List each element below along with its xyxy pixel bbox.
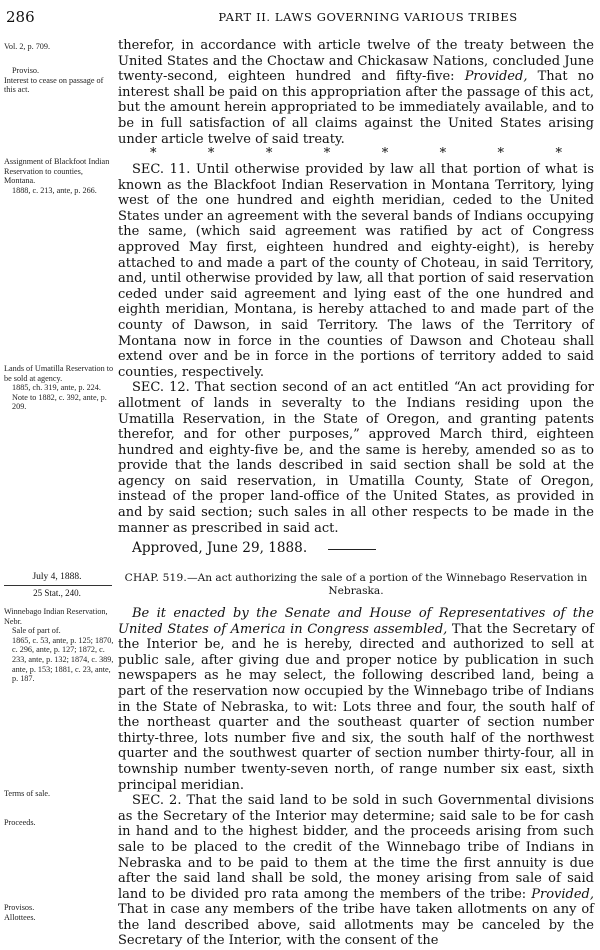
margin-note-winnebago-sub: Sale of part of. [12,626,61,636]
chapter-title: —An act authorizing the sale of a portion of the Winnebago Reservation in Nebraska. [186,572,588,597]
margin-note-proviso-body: Interest to cease on passage of this act. [4,75,104,95]
ellipsis-star: * [207,146,215,161]
approved-date: Approved, June 29, 1888. [132,540,308,557]
chapter-number: CHAP. 519. [124,572,187,584]
margin-note-blackfoot-ref: 1888, c. 213, ante, p. 266. [12,185,97,195]
section-2-text-b: That in case any members of the tribe have taken allotments on any of the land described above, said allotments may be canceled by the Secretary of the Interior, with the consent of the [118,902,594,949]
enacting-clause [118,606,594,793]
ellipsis-star: * [439,146,447,161]
margin-note-proviso [4,66,116,95]
margin-note-umatilla-ref2: Note to 1882, c. 392, ante, p. 209. [12,392,107,412]
body-block-1 [118,38,594,147]
margin-note-allottees: Allottees. [4,912,36,922]
margin-note-provisos-head: Provisos. [4,903,35,912]
paragraph-appropriation-text-a: therefor, in accordance with article twelve of the treaty between the United States and the Choctaw and Chickasaw Nations, concluded June twenty-second, eighteen hundred and fifty-five: [118,38,594,85]
margin-note-provisos [4,903,116,922]
running-title: PART II. LAWS GOVERNING VARIOUS TRIBES [218,10,518,24]
ellipsis-star: * [150,146,157,161]
statute-reference: 25 Stat., 240. [33,588,81,598]
margin-note-winnebago-head: Winnebago Indian Reservation, Nebr. [4,607,108,626]
margin-note-terms: Terms of sale. [4,789,51,798]
ellipsis-star: * [381,146,389,161]
enacting-clause-text: That the Secretary of the Interior be, and he is hereby, directed and authorized to sell at public sale, after giving due and proper notice by publication in such newspapers as he may select, the following described land, being a part of the reservation now occupied by the Winnebago tribe of Indians in the State of Nebraska, to wit: Lots three and four, the south half of the northeast quarter and the southeast quarter of section number thirty-three, lots number five and six, the south half of the northwest quarter and the southwest quarter of section number thirty-four, all in township number twenty-seven north, of range number six east, sixth principal meridian. [118,621,594,793]
provided-italic: Provided, [464,69,528,85]
paragraph-appropriation [118,38,594,147]
margin-note-blackfoot-head: Assignment of Blackfoot Indian Reservation to counties, Montana. [4,157,110,186]
margin-note-winnebago-ref: 1865, c. 53, ante, p. 125; 1870, c. 296, ante, p. 127; 1872, c. 233, ante, p. 132; 1874, c. 389, ante, p. 153; 1881, c. 23, ante, p. 187. [12,635,114,684]
paragraph-appropriation-text-b: That no interest shall be paid on this appropriation after the passage of this act, but the amount herein appropriated to be immediately available, and to be in full satisfaction of all claims against the United States arising under article twelve of said treaty. [118,69,595,147]
margin-note-proceeds: Proceeds. [4,818,36,827]
body-block-3 [118,606,594,949]
margin-note-blackfoot [4,157,116,195]
section-2-text-a: SEC. 2. That the said land to be sold in such Governmental divisions as the Secretary of the Interior may determine; said sale to be for cash in hand and to the highest bidder, and the proceeds arising from such sale to be placed to the credit of the Winnebago tribe of Indians in Nebraska and to be paid to them at the time the first annuity is due after the said land shall be sold, the money arising from sale of said land to be divided pro rata among the members of the tribe: [118,793,594,902]
section-2 [118,793,594,949]
ellipsis-star: * [323,146,331,161]
section-2-provided-italic: Provided, [531,886,594,902]
date-divider [4,585,112,586]
ellipsis-star: * [497,146,505,161]
ellipsis-star: * [265,146,273,161]
section-12: SEC. 12. That section second of an act entitled “An act providing for allotment of lands in severalty to the Indians residing upon the Umatilla Reservation, in the State of Oregon, and granting patents therefor, and for other purposes,” approved March third, eighteen hundred and eighty-five be, and the same is hereby, amended so as to provide that the lands described in said section shall be sold at the agency on said reservation, in Umatilla County, State of Oregon, instead of the proper land-office of the United States, as provided in and by said section; such sales in all other respects to be made in the manner as prescribed in said act. [118,380,594,536]
section-11: SEC. 11. Until otherwise provided by law all that portion of what is known as the Blackfoot Indian Reservation in Montana Territory, lying west of the one hundred and eighth meridian, ceded to the United States under an agreement with the several bands of Indians occupying the same, (which said agreement was ratified by act of Congress approved May first, eighteen hundred and eighty-eight), is hereby attached to and made a part of the county of Choteau, in said Territory, and, until otherwise provided by law, all that portion of said reservation ceded under said agreement and lying east of the one hundred and eighth meridian, Montana, is hereby attached to and made part of the county of Dawson, in said Territory. The laws of the Territory of Montana now in force in the counties of Dawson and Choteau shall extend over and be in force in the portions of territory added to said counties, respectively. [118,162,594,380]
body-block-2 [118,162,594,557]
act-date: July 4, 1888. [32,572,82,582]
margin-note-umatilla-ref1: 1885, ch. 319, ante, p. 224. [12,383,101,393]
margin-note-umatilla [4,364,116,412]
ellipsis-star: * [555,146,562,161]
enacting-clause-italic: Be it enacted by the Senate and House of Representatives of the United States of America in Congress assembled, [118,606,594,637]
margin-note-winnebago [4,607,116,684]
margin-note-vol-ref: Vol. 2, p. 709. [4,42,51,51]
margin-note-proviso-head: Proviso. [12,66,40,75]
margin-note-umatilla-head: Lands of Umatilla Reservation to be sold at agency. [4,364,114,383]
chapter-heading [118,572,594,598]
page-number: 286 [6,8,35,26]
ellipsis-stars [118,146,594,161]
section-divider [328,549,376,550]
